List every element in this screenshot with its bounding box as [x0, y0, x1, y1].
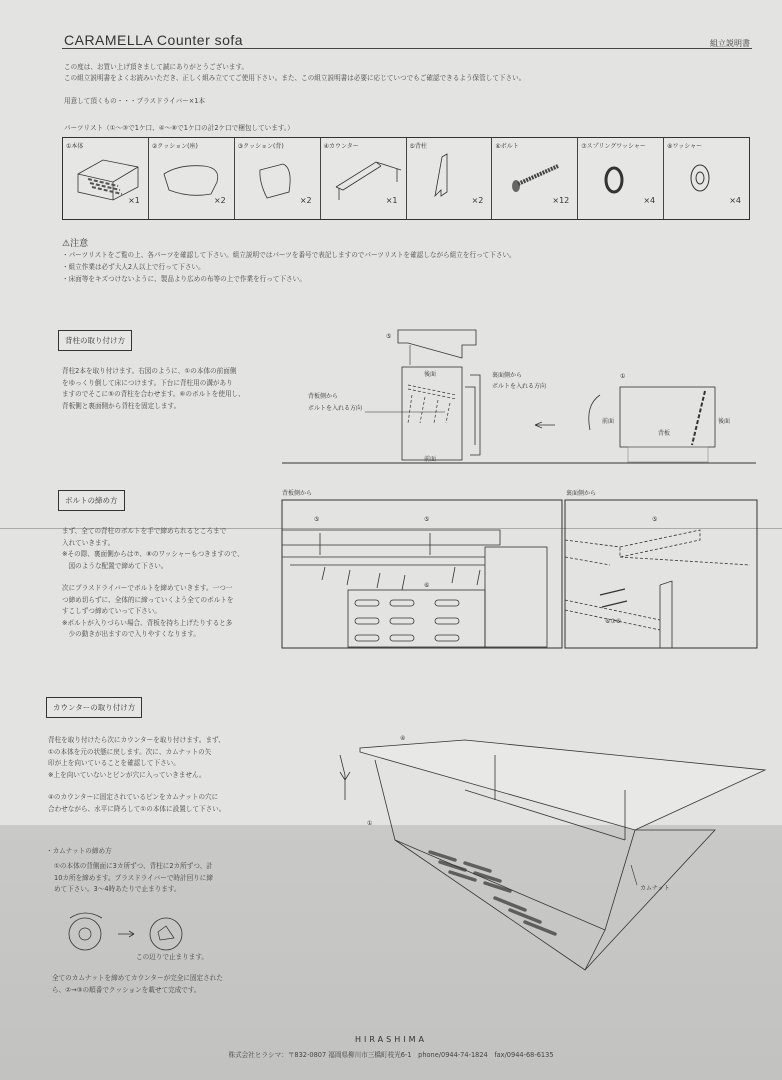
part-name: ③クッション(背)	[237, 143, 284, 150]
diagram-label: 背板	[658, 430, 671, 437]
body-line: まず、全ての背柱のボルトを手で締められるところまで	[62, 527, 227, 535]
diagram-label: 前面	[602, 418, 615, 425]
part-name: ⑥ボルト	[495, 143, 519, 150]
body-line: ①の本体を元の状態に戻します。次に、カムナットの矢	[48, 747, 212, 756]
part-name: ②クッション(座)	[151, 143, 198, 150]
washer-icon	[674, 152, 744, 202]
intro-line: この組立説明書をよくお読みいただき、正しく組み立ててご使用下さい。また、この組立説明書は必要に応じていつでもご確認できるよう保管して下さい。	[64, 74, 526, 82]
caution-title: ⚠注意	[62, 239, 89, 249]
body-line: 次にプラスドライバーでボルトを締めていきます。一つ一	[62, 584, 233, 592]
diagram-label: ボルトを入れる方向	[492, 383, 547, 390]
diagram-label: ⑤	[386, 333, 392, 340]
diagram-label: カムナット	[640, 885, 670, 892]
spacer	[48, 781, 225, 792]
body-line: めて下さい。3〜4時あたりで止まります。	[54, 885, 181, 893]
body-line: 図のような配置で締めて下さい。	[62, 561, 168, 570]
spacer	[62, 572, 244, 583]
sofa-body-icon	[73, 152, 143, 202]
part-cell	[664, 138, 749, 219]
part-name: ①本体	[66, 143, 84, 150]
diagram-label: ⑤	[652, 516, 658, 523]
part-cell	[492, 138, 578, 219]
diagram-label: 裏面側から	[492, 372, 523, 379]
camnut-title: ・カムナットの締め方	[46, 847, 112, 855]
title-rule	[62, 48, 752, 49]
body-line: 背柱を取り付けたら次にカウンターを取り付けます。まず、	[48, 736, 225, 744]
camnut-after-icon	[150, 918, 182, 950]
body-line: ら、②→③の順番でクッションを載せて完成です。	[52, 985, 201, 994]
part-qty: ×4	[643, 196, 656, 205]
diagram-label: ⑤	[424, 516, 430, 523]
diagram-label: ①	[367, 820, 373, 827]
part-cell	[407, 138, 493, 219]
body-line: 合わせながら、水平に降ろして①の本体に設置して下さい。	[48, 804, 226, 813]
body-line: 背柱2本を取り付けます。右図のように、①の本体の前面側	[62, 367, 237, 375]
part-qty: ×2	[213, 196, 226, 205]
part-name: ⑦スプリングワッシャー	[581, 143, 646, 150]
back-cushion-icon	[245, 152, 315, 202]
parts-list	[62, 137, 750, 220]
body-line: 全てのカムナットを締めてカウンターが完全に固定された	[52, 974, 223, 982]
body-line: つ締め切らずに、全体的に締っていくよう全てのボルトを	[62, 595, 234, 604]
camnut-body	[54, 861, 213, 896]
doc-type-label: 組立説明書	[710, 39, 750, 48]
parts-caption: パーツリスト（①〜③で1ケ口、④〜⑧で1ケ口の計2ケ口で梱包しています。）	[64, 124, 294, 132]
part-cell	[578, 138, 664, 219]
body-line: ④のカウンターに固定されているピンをカムナットの穴に	[48, 793, 219, 801]
body-line: ※ボルトが入りづらい場合、背板を持ち上げたりすると多	[62, 618, 233, 627]
diagram-label: ⑥⑦⑧	[605, 618, 622, 625]
part-cell	[235, 138, 321, 219]
intro-line: この度は、お買い上げ頂きまして誠にありがとうございます。	[64, 63, 249, 71]
bolt-icon	[502, 152, 572, 202]
diagram-label: ⑥	[424, 582, 430, 589]
camnut-before-icon	[69, 918, 101, 950]
camnut-rotation-diagram	[60, 910, 200, 955]
body-line: ※その際、裏面側からは⑦、⑧のワッシャーもつきますので、	[62, 550, 244, 558]
part-cell	[149, 138, 235, 219]
caution-item: ・パーツリストをご覧の上、各パーツを確認して下さい。組立説明ではパーツを番号で表記しますのでパーツリストを確認しながら組立を行って下さい。	[62, 251, 516, 259]
back-post-diagram	[280, 325, 760, 465]
section-body	[62, 526, 244, 641]
diagram-label: 裏面側から	[566, 490, 597, 497]
doc-title: CARAMELLA Counter sofa	[64, 32, 244, 48]
diagram-label: ボルトを入れる方向	[308, 405, 363, 412]
caution-item: ・組立作業は必ず大人2人以上で行って下さい。	[62, 263, 205, 271]
brand-name: HIRASHIMA	[355, 1035, 427, 1044]
caution-item: ・床面等をキズつけないように、製品より広めの布等の上で作業を行って下さい。	[62, 275, 306, 283]
part-qty: ×4	[729, 196, 741, 205]
counter-icon	[331, 152, 401, 202]
arrow-icon	[118, 931, 134, 937]
body-line: ①の本体の背側面に3カ所ずつ、背柱に2カ所ずつ、計	[54, 862, 213, 870]
part-qty: ×2	[299, 196, 312, 205]
back-post-icon	[417, 152, 487, 202]
diagram-label: ①	[620, 373, 626, 380]
part-name: ④カウンター	[323, 143, 359, 150]
part-name: ⑧ワッシャー	[667, 143, 703, 150]
part-qty: ×1	[128, 196, 140, 205]
part-cell	[321, 138, 407, 219]
body-line: 印が上を向いていることを確認して下さい。	[48, 759, 180, 767]
body-line: 少の動きが出ますので入りやすくなります。	[62, 630, 200, 638]
diagram-label: ⑤	[314, 516, 320, 523]
company-address: 株式会社ヒラシマ：〒832-0807 福岡県柳川市三橋町枝光6-1 phone/0944-74-1824 fax/0944-68-6135	[228, 1051, 554, 1059]
diagram-label: 前面	[424, 456, 437, 463]
section-title: ボルトの締め方	[58, 490, 125, 511]
body-line: すこしずつ締めていって下さい。	[62, 607, 161, 615]
body-line: ※上を向いていないとピンが穴に入っていきません。	[48, 770, 206, 779]
body-line: 10カ所を締めます。プラスドライバーで時計回りに締	[54, 873, 213, 882]
spring-washer-icon	[588, 152, 658, 202]
part-qty: ×12	[552, 196, 570, 205]
section-title: カウンターの取り付け方	[46, 697, 142, 718]
tools-needed: 用意して頂くもの・・・プラスドライバー×1本	[64, 97, 206, 105]
down-arrow-icon	[340, 755, 350, 800]
diagram-label: ④	[400, 735, 406, 742]
diagram-label: 背板側から	[308, 393, 339, 400]
bolt-diagram	[280, 485, 760, 650]
diagram-label: 背板側から	[282, 490, 313, 497]
part-name: ⑤背柱	[409, 143, 427, 150]
diagram-label: 後面	[424, 371, 437, 378]
stop-caption: この辺りで止まります。	[136, 953, 209, 961]
part-qty: ×2	[471, 196, 484, 205]
section-body	[48, 735, 225, 815]
body-line: をゆっくり倒して床につけます。下台に背柱用の溝があり	[62, 378, 233, 387]
final-note	[52, 973, 223, 996]
section-title: 背柱の取り付け方	[58, 330, 132, 351]
body-line: ますのでそこに⑤の背柱を合わせます。⑥のボルトを使用し、	[62, 390, 245, 398]
section-body	[62, 366, 245, 412]
counter-diagram	[335, 730, 770, 980]
part-cell	[63, 138, 149, 219]
body-line: 背板側と裏面側から背柱を固定します。	[62, 401, 181, 410]
seat-cushion-icon	[159, 152, 229, 202]
part-qty: ×1	[385, 196, 398, 205]
diagram-label: 後面	[718, 418, 731, 425]
body-line: 入れていきます。	[62, 538, 115, 547]
